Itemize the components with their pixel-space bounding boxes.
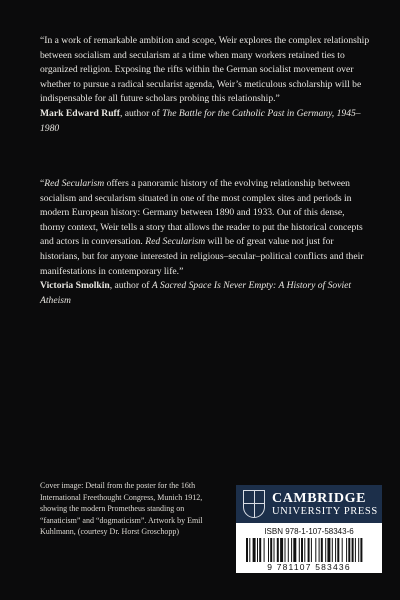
book-title-mention: Red Secularism [145,236,206,248]
endorsement-ruff [40,34,370,136]
quote-text: offers a panoramic history of the evolving relationship between socialism and secularism situated in one of the most complex sites and periods in modern European history: Germany between 1890 and 1933. Out of this dense, thorny context, Weir tells a story that allows the reader to put the historical concepts and actors in conversation. [40,178,363,248]
endorsement-quote: “In a work of remarkable ambition and scope, Weir explores the complex relationship between socialism and secularism at a time when many workers retained ties to organized religion. Exposing the rifts within the German socialist movement over whether to pursue a radical secularist agenda, Weir’s meticulous scholarship will be indispensable for all future scholars probing this relationship.” [40,35,370,105]
barcode-panel [236,523,382,573]
endorsement-attribution [40,107,370,136]
publisher-name-line2: UNIVERSITY PRESS [272,505,378,517]
book-title-mention: Red Secularism [44,178,105,189]
quote-open: “ [40,178,45,189]
endorser-name: Victoria Smolkin [40,280,110,292]
isbn-label: ISBN 978-1-107-58343-6 [264,527,354,536]
publisher-name [272,491,378,518]
endorsement-quote [40,177,370,279]
endorser-book-title: A Sacred Space Is Never Empty: A History of Soviet Atheism [40,280,352,306]
endorsement-attribution [40,279,370,308]
barcode-number: 9 781107 583436 [267,562,351,572]
attribution-connector: , author of [119,107,163,119]
crest-icon [243,490,265,518]
cover-image-credit: Cover image: Detail from the poster for the 16th International Freethought Congress, Munich 1912, showing the modern Prometheus standing on “fanaticism” and “dogmaticism”. Artwork by Emil Kuhlmann, (courtesy Dr. Horst Groschopp) [40,481,203,537]
endorser-name: Mark Edward Ruff [40,107,120,119]
publisher-name-line1: CAMBRIDGE [272,490,367,506]
endorsement-smolkin [40,177,370,308]
barcode-icon [246,538,372,562]
endorser-book-title: The Battle for the Catholic Past in Germany, 1945–1980 [40,107,361,134]
quote-text: will be of great value not just for historians, but for anyone interested in religious–secular–political conflicts and their manifestations in contemporary life.” [40,236,364,277]
publisher-logo [236,485,382,523]
attribution-connector: , author of [109,280,152,292]
